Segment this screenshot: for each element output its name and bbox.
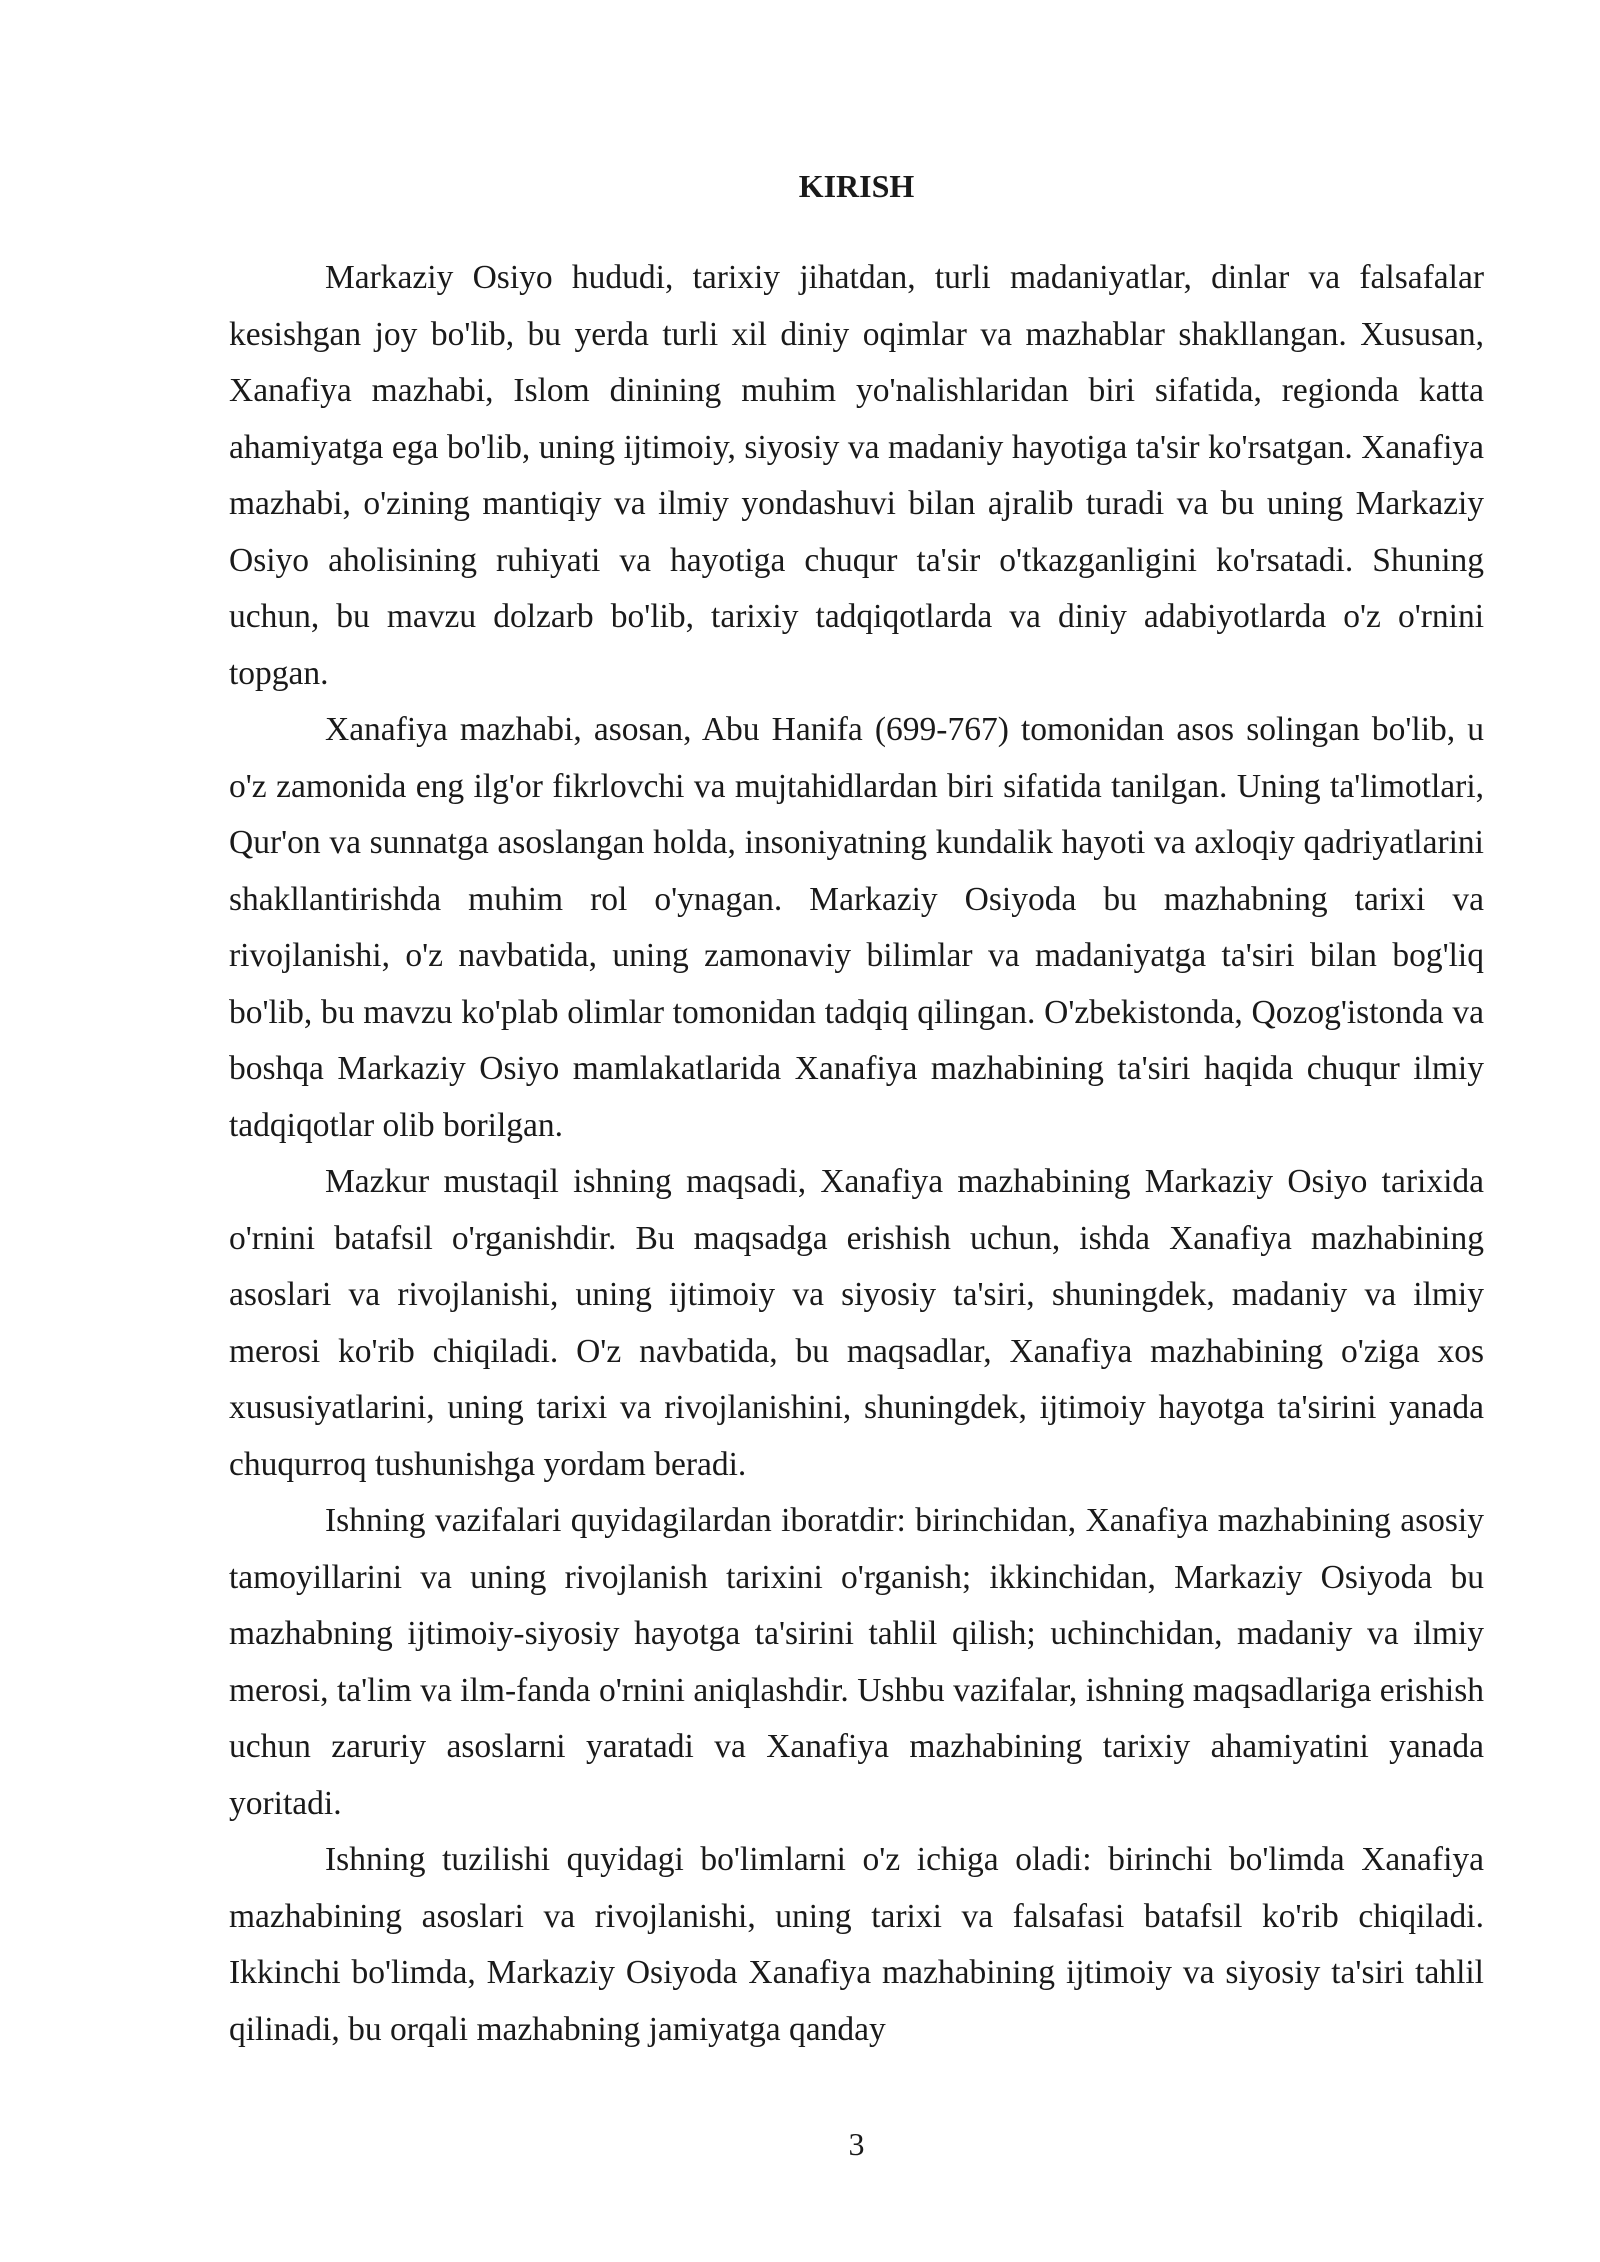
page-title: KIRISH [798, 168, 915, 204]
paragraph: Markaziy Osiyo hududi, tarixiy jihatdan, turli madaniyatlar, dinlar va falsafalar kesishgan joy bo'lib, bu yerda turli xil diniy oqimlar va mazhablar shakllangan. Xususan, Xanafiya mazhabi, Islom dinining muhim yo'nalishlaridan biri sifatida, regionda katta ahamiyatga ega bo'lib, uning ijtimoiy, siyosiy va madaniy hayotiga ta'sir ko'rsatgan. Xanafiya mazhabi, o'zining mantiqiy va ilmiy yondashuvi bilan ajralib turadi va bu uning Markaziy Osiyo aholisining ruhiyati va hayotiga chuqur ta'sir o'tkazganligini ko'rsatadi. Shuning uchun, bu mavzu dolzarb bo'lib, tarixiy tadqiqotlarda va diniy adabiyotlarda o'z o'rnini topgan. [229, 259, 1484, 692]
paragraph: Ishning tuzilishi quyidagi bo'limlarni o'z ichiga oladi: birinchi bo'limda Xanafiya mazhabining asoslari va rivojlanishi, uning tarixi va falsafasi batafsil ko'rib chiqiladi. Ikkinchi bo'limda, Markaziy Osiyoda Xanafiya mazhabining ijtimoiy va siyosiy ta'siri tahlil qilinadi, bu orqali mazhabning jamiyatga qanday [229, 1841, 1484, 2048]
paragraph: Mazkur mustaqil ishning maqsadi, Xanafiya mazhabining Markaziy Osiyo tarixida o'rnini batafsil o'rganishdir. Bu maqsadga erishish uchun, ishda Xanafiya mazhabining asoslari va rivojlanishi, uning ijtimoiy va siyosiy ta'siri, shuningdek, madaniy va ilmiy merosi ko'rib chiqiladi. O'z navbatida, bu maqsadlar, Xanafiya mazhabining o'ziga xos xususiyatlarini, uning tarixi va rivojlanishini, shuningdek, ijtimoiy hayotga ta'sirini yanada chuqurroq tushunishga yordam beradi. [229, 1163, 1484, 1483]
page-number: 3 [848, 2126, 865, 2162]
body-text [229, 250, 1484, 2058]
paragraph: Xanafiya mazhabi, asosan, Abu Hanifa (699-767) tomonidan asos solingan bo'lib, u o'z zamonida eng ilg'or fikrlovchi va mujtahidlardan biri sifatida tanilgan. Uning ta'limotlari, Qur'on va sunnatga asoslangan holda, insoniyatning kundalik hayoti va axloqiy qadriyatlarini shakllantirishda muhim rol o'ynagan. Markaziy Osiyoda bu mazhabning tarixi va rivojlanishi, o'z navbatida, uning zamonaviy bilimlar va madaniyatga ta'siri bilan bog'liq bo'lib, bu mavzu ko'plab olimlar tomonidan tadqiq qilingan. O'zbekistonda, Qozog'istonda va boshqa Markaziy Osiyo mamlakatlarida Xanafiya mazhabining ta'siri haqida chuqur ilmiy tadqiqotlar olib borilgan. [229, 711, 1484, 1144]
paragraph: Ishning vazifalari quyidagilardan iboratdir: birinchidan, Xanafiya mazhabining asosiy tamoyillarini va uning rivojlanish tarixini o'rganish; ikkinchidan, Markaziy Osiyoda bu mazhabning ijtimoiy-siyosiy hayotga ta'sirini tahlil qilish; uchinchidan, madaniy va ilmiy merosi, ta'lim va ilm-fanda o'rnini aniqlashdir. Ushbu vazifalar, ishning maqsadlariga erishish uchun zaruriy asoslarni yaratadi va Xanafiya mazhabining tarixiy ahamiyatini yanada yoritadi. [229, 1502, 1484, 1822]
